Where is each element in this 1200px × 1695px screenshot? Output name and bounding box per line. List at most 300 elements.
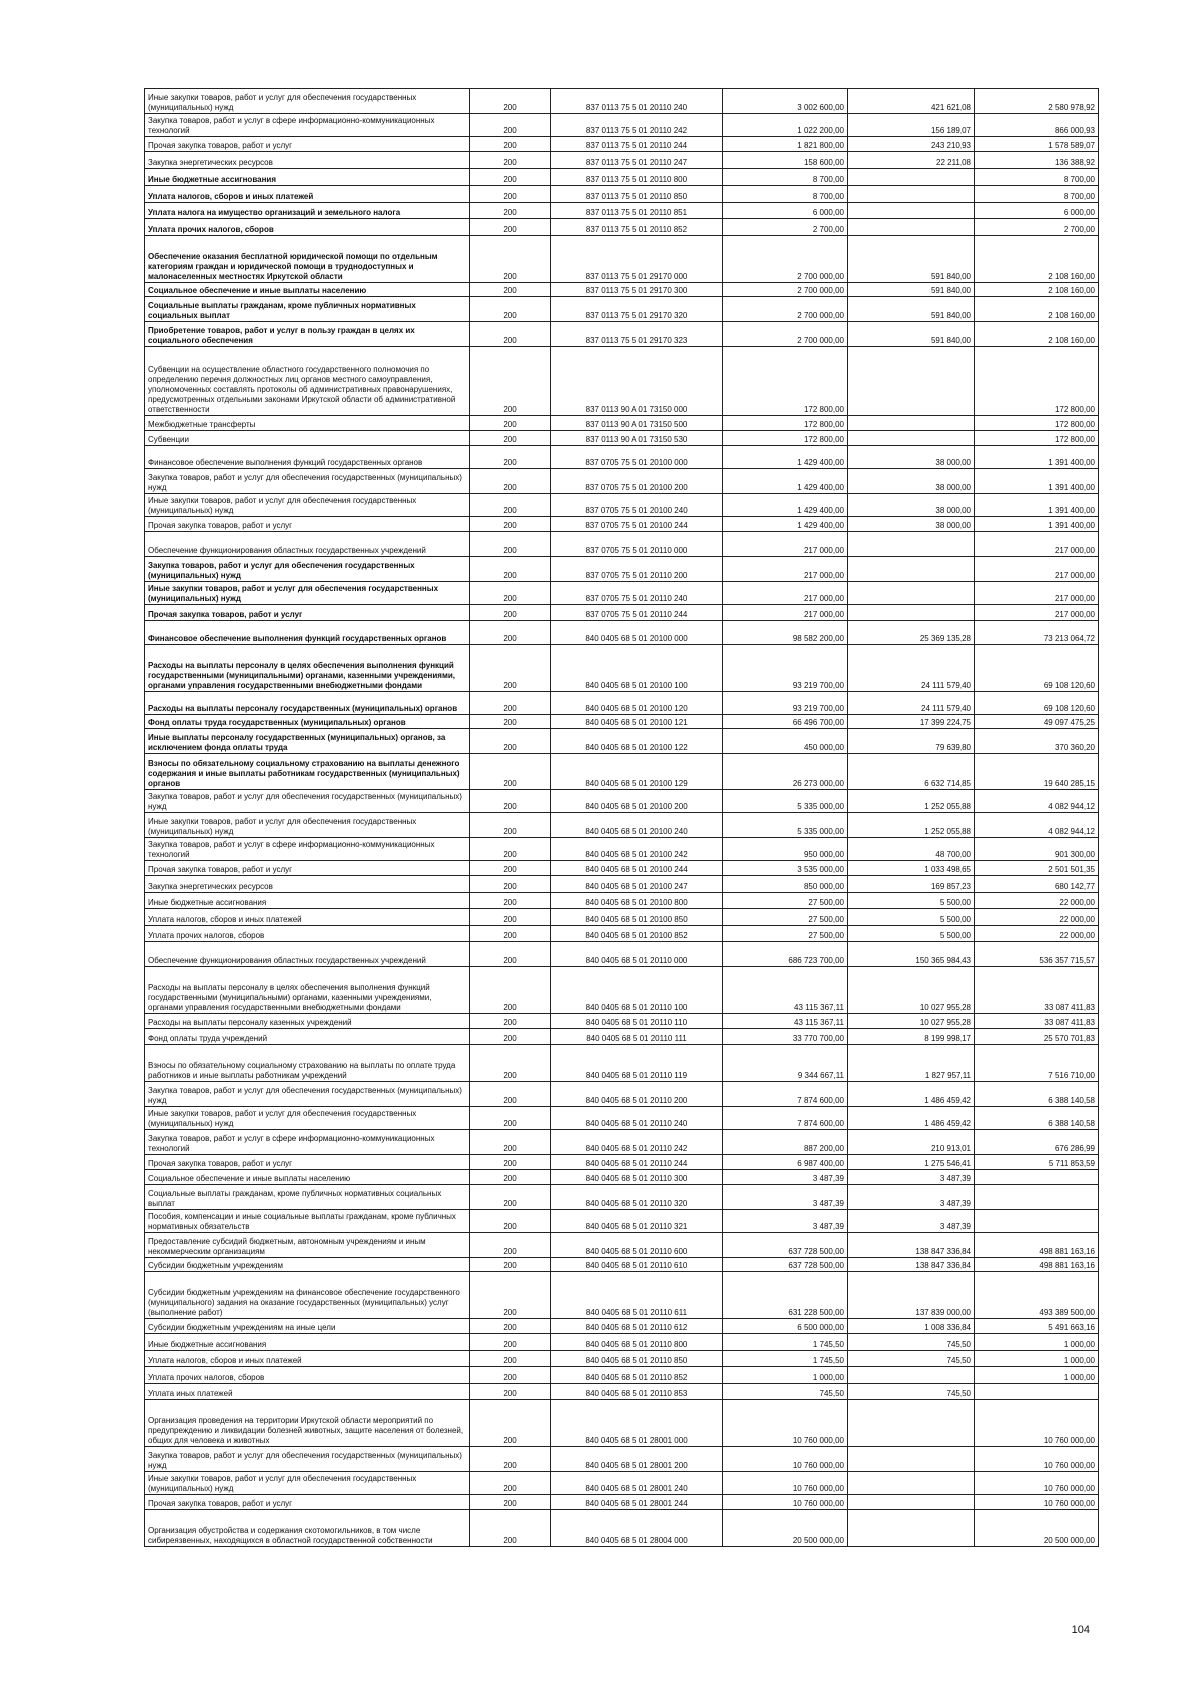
row-kbk-code: 840 0405 68 5 01 20110 800 [551, 1334, 723, 1351]
row-unexecuted-amount [975, 1384, 1099, 1400]
page-number: 104 [1071, 1624, 1090, 1636]
row-unexecuted-amount: 33 087 411,83 [975, 1014, 1099, 1029]
table-row [145, 582, 1099, 605]
table-row [145, 1014, 1099, 1029]
row-executed-amount: 3 487,39 [848, 1170, 975, 1185]
row-unexecuted-amount: 10 760 000,00 [975, 1400, 1099, 1447]
row-executed-amount: 38 000,00 [848, 446, 975, 469]
row-executed-amount: 745,50 [848, 1334, 975, 1351]
row-kbk-code: 840 0405 68 5 01 20100 850 [551, 909, 723, 926]
row-kbk-code: 840 0405 68 5 01 20110 610 [551, 1258, 723, 1272]
row-unexecuted-amount: 866 000,93 [975, 114, 1099, 137]
row-approved-amount: 686 723 700,00 [723, 942, 848, 967]
table-row [145, 605, 1099, 621]
row-approved-amount: 887 200,00 [723, 1130, 848, 1155]
row-code: 200 [470, 203, 551, 219]
row-executed-amount: 3 487,39 [848, 1210, 975, 1233]
row-approved-amount: 66 496 700,00 [723, 715, 848, 729]
row-kbk-code: 837 0113 75 5 01 29170 000 [551, 236, 723, 283]
row-name: Закупка товаров, работ и услуг для обеспечения государственных (муниципальных) нужд [145, 469, 470, 494]
row-executed-amount: 38 000,00 [848, 517, 975, 532]
row-name: Прочая закупка товаров, работ и услуг [145, 605, 470, 621]
row-name: Закупка товаров, работ и услуг в сфере информационно-коммуникационных технологий [145, 114, 470, 137]
row-approved-amount: 2 700 000,00 [723, 236, 848, 283]
row-approved-amount: 637 728 500,00 [723, 1258, 848, 1272]
row-code: 200 [470, 893, 551, 909]
row-approved-amount: 3 535 000,00 [723, 861, 848, 876]
row-name: Иные закупки товаров, работ и услуг для обеспечения государственных (муниципальных) нужд [145, 89, 470, 114]
row-executed-amount: 6 632 714,85 [848, 754, 975, 790]
row-kbk-code: 840 0405 68 5 01 20110 321 [551, 1210, 723, 1233]
row-kbk-code: 840 0405 68 5 01 20100 240 [551, 813, 723, 838]
row-unexecuted-amount: 498 881 163,16 [975, 1233, 1099, 1258]
row-unexecuted-amount: 2 108 160,00 [975, 322, 1099, 347]
row-code: 200 [470, 967, 551, 1014]
row-executed-amount [848, 186, 975, 203]
row-code: 200 [470, 1130, 551, 1155]
row-kbk-code: 837 0705 75 5 01 20100 200 [551, 469, 723, 494]
row-unexecuted-amount [975, 1210, 1099, 1233]
row-code: 200 [470, 715, 551, 729]
row-kbk-code: 837 0705 75 5 01 20100 000 [551, 446, 723, 469]
row-unexecuted-amount: 6 388 140,58 [975, 1082, 1099, 1107]
row-name: Финансовое обеспечение выполнения функций государственных органов [145, 621, 470, 645]
table-row [145, 1319, 1099, 1334]
row-executed-amount: 591 840,00 [848, 283, 975, 297]
row-name: Иные закупки товаров, работ и услуг для обеспечения государственных (муниципальных) нужд [145, 494, 470, 517]
row-code: 200 [470, 219, 551, 236]
table-row [145, 692, 1099, 715]
row-unexecuted-amount: 6 000,00 [975, 203, 1099, 219]
row-executed-amount: 1 033 498,65 [848, 861, 975, 876]
row-code: 200 [470, 1400, 551, 1447]
row-code: 200 [470, 297, 551, 322]
row-kbk-code: 840 0405 68 5 01 20100 247 [551, 876, 723, 893]
row-kbk-code: 837 0113 90 A 01 73150 500 [551, 416, 723, 431]
row-kbk-code: 837 0113 75 5 01 29170 320 [551, 297, 723, 322]
row-kbk-code: 840 0405 68 5 01 28004 000 [551, 1510, 723, 1547]
row-kbk-code: 840 0405 68 5 01 20100 122 [551, 729, 723, 754]
row-name: Приобретение товаров, работ и услуг в пользу граждан в целях их социального обеспечения [145, 322, 470, 347]
row-kbk-code: 840 0405 68 5 01 20100 200 [551, 790, 723, 813]
table-row [145, 186, 1099, 203]
row-executed-amount: 1 275 546,41 [848, 1155, 975, 1170]
row-unexecuted-amount [975, 1185, 1099, 1210]
row-approved-amount: 172 800,00 [723, 416, 848, 431]
row-name: Закупка энергетических ресурсов [145, 876, 470, 893]
row-unexecuted-amount: 7 516 710,00 [975, 1045, 1099, 1082]
row-code: 200 [470, 813, 551, 838]
row-kbk-code: 837 0705 75 5 01 20110 240 [551, 582, 723, 605]
row-unexecuted-amount: 2 700,00 [975, 219, 1099, 236]
row-unexecuted-amount: 6 388 140,58 [975, 1107, 1099, 1130]
row-code: 200 [470, 1170, 551, 1185]
row-unexecuted-amount: 25 570 701,83 [975, 1029, 1099, 1045]
row-code: 200 [470, 1319, 551, 1334]
table-row [145, 152, 1099, 169]
row-name: Фонд оплаты труда учреждений [145, 1029, 470, 1045]
row-name: Закупка товаров, работ и услуг в сфере информационно-коммуникационных технологий [145, 838, 470, 861]
row-kbk-code: 837 0705 75 5 01 20110 244 [551, 605, 723, 621]
table-row [145, 203, 1099, 219]
row-name: Уплата иных платежей [145, 1384, 470, 1400]
row-executed-amount: 591 840,00 [848, 297, 975, 322]
row-executed-amount: 745,50 [848, 1384, 975, 1400]
row-kbk-code: 840 0405 68 5 01 20110 200 [551, 1082, 723, 1107]
row-approved-amount: 7 874 600,00 [723, 1082, 848, 1107]
table-row [145, 1472, 1099, 1495]
row-code: 200 [470, 1107, 551, 1130]
row-approved-amount: 1 429 400,00 [723, 469, 848, 494]
row-unexecuted-amount: 217 000,00 [975, 532, 1099, 557]
row-kbk-code: 840 0405 68 5 01 20110 119 [551, 1045, 723, 1082]
row-kbk-code: 840 0405 68 5 01 20110 600 [551, 1233, 723, 1258]
row-unexecuted-amount: 493 389 500,00 [975, 1272, 1099, 1319]
row-code: 200 [470, 236, 551, 283]
row-code: 200 [470, 1233, 551, 1258]
row-name: Уплата прочих налогов, сборов [145, 926, 470, 942]
row-unexecuted-amount: 1 391 400,00 [975, 446, 1099, 469]
row-name: Социальные выплаты гражданам, кроме публичных нормативных социальных выплат [145, 297, 470, 322]
row-approved-amount: 6 500 000,00 [723, 1319, 848, 1334]
row-unexecuted-amount: 2 108 160,00 [975, 283, 1099, 297]
row-executed-amount [848, 582, 975, 605]
row-executed-amount [848, 169, 975, 186]
row-kbk-code: 840 0405 68 5 01 20110 000 [551, 942, 723, 967]
row-kbk-code: 837 0113 75 5 01 29170 323 [551, 322, 723, 347]
row-name: Иные выплаты персоналу государственных (муниципальных) органов, за исключением фонда оплаты труда [145, 729, 470, 754]
row-code: 200 [470, 861, 551, 876]
row-executed-amount: 3 487,39 [848, 1185, 975, 1210]
row-code: 200 [470, 1334, 551, 1351]
table-row [145, 926, 1099, 942]
row-code: 200 [470, 790, 551, 813]
row-name: Уплата прочих налогов, сборов [145, 1367, 470, 1384]
row-executed-amount: 24 111 579,40 [848, 692, 975, 715]
row-name: Уплата налогов, сборов и иных платежей [145, 909, 470, 926]
table-row [145, 861, 1099, 876]
row-executed-amount [848, 605, 975, 621]
row-kbk-code: 840 0405 68 5 01 20100 852 [551, 926, 723, 942]
row-name: Субсидии бюджетным учреждениям на финансовое обеспечение государственного (муниципального) задания на оказание государственных (муниципальных) услуг (выполнение работ) [145, 1272, 470, 1319]
table-row [145, 219, 1099, 236]
row-name: Организация обустройства и содержания скотомогильников, в том числе сибиреязвенных, находящихся в областной государственной собственности [145, 1510, 470, 1547]
row-kbk-code: 840 0405 68 5 01 20110 110 [551, 1014, 723, 1029]
row-code: 200 [470, 876, 551, 893]
row-executed-amount: 5 500,00 [848, 893, 975, 909]
table-row [145, 1400, 1099, 1447]
row-kbk-code: 837 0113 75 5 01 20110 240 [551, 89, 723, 114]
row-executed-amount: 243 210,93 [848, 137, 975, 152]
row-kbk-code: 840 0405 68 5 01 20100 120 [551, 692, 723, 715]
row-approved-amount: 1 429 400,00 [723, 494, 848, 517]
row-name: Предоставление субсидий бюджетным, автономным учреждениям и иным некоммерческим организациям [145, 1233, 470, 1258]
row-code: 200 [470, 1029, 551, 1045]
row-approved-amount: 2 700 000,00 [723, 297, 848, 322]
row-name: Субсидии бюджетным учреждениям [145, 1258, 470, 1272]
row-code: 200 [470, 186, 551, 203]
row-kbk-code: 837 0113 75 5 01 29170 300 [551, 283, 723, 297]
row-executed-amount: 169 857,23 [848, 876, 975, 893]
table-row [145, 715, 1099, 729]
row-name: Прочая закупка товаров, работ и услуг [145, 1495, 470, 1510]
row-approved-amount: 10 760 000,00 [723, 1447, 848, 1472]
row-name: Закупка товаров, работ и услуг для обеспечения государственных (муниципальных) нужд [145, 557, 470, 582]
row-executed-amount: 591 840,00 [848, 322, 975, 347]
row-name: Обеспечение функционирования областных государственных учреждений [145, 532, 470, 557]
row-kbk-code: 840 0405 68 5 01 20110 850 [551, 1351, 723, 1367]
row-approved-amount: 43 115 367,11 [723, 1014, 848, 1029]
row-executed-amount [848, 557, 975, 582]
row-kbk-code: 840 0405 68 5 01 20110 240 [551, 1107, 723, 1130]
table-row [145, 1495, 1099, 1510]
row-name: Уплата налогов, сборов и иных платежей [145, 186, 470, 203]
row-unexecuted-amount: 1 391 400,00 [975, 517, 1099, 532]
row-kbk-code: 837 0113 75 5 01 20110 242 [551, 114, 723, 137]
row-name: Взносы по обязательному социальному страхованию на выплаты по оплате труда работников и иные выплаты работникам учреждений [145, 1045, 470, 1082]
table-row [145, 893, 1099, 909]
row-approved-amount: 1 745,50 [723, 1334, 848, 1351]
row-approved-amount: 1 000,00 [723, 1367, 848, 1384]
row-approved-amount: 10 760 000,00 [723, 1472, 848, 1495]
row-code: 200 [470, 416, 551, 431]
row-name: Уплата налога на имущество организаций и земельного налога [145, 203, 470, 219]
row-approved-amount: 3 002 600,00 [723, 89, 848, 114]
table-row [145, 297, 1099, 322]
row-code: 200 [470, 909, 551, 926]
row-name: Иные бюджетные ассигнования [145, 893, 470, 909]
row-unexecuted-amount: 4 082 944,12 [975, 813, 1099, 838]
row-code: 200 [470, 517, 551, 532]
row-unexecuted-amount: 19 640 285,15 [975, 754, 1099, 790]
row-kbk-code: 837 0705 75 5 01 20110 000 [551, 532, 723, 557]
row-executed-amount: 10 027 955,28 [848, 967, 975, 1014]
row-unexecuted-amount: 2 501 501,35 [975, 861, 1099, 876]
row-code: 200 [470, 137, 551, 152]
row-unexecuted-amount: 8 700,00 [975, 186, 1099, 203]
table-row [145, 967, 1099, 1014]
row-unexecuted-amount: 10 760 000,00 [975, 1472, 1099, 1495]
table-row [145, 790, 1099, 813]
row-kbk-code: 837 0113 75 5 01 20110 852 [551, 219, 723, 236]
row-executed-amount: 1 008 336,84 [848, 1319, 975, 1334]
row-name: Организация проведения на территории Иркутской области мероприятий по предупреждению и ликвидации болезней животных, защите населения от болезней, общих для человека и животных [145, 1400, 470, 1447]
row-unexecuted-amount: 676 286,99 [975, 1130, 1099, 1155]
row-name: Расходы на выплаты персоналу государственных (муниципальных) органов [145, 692, 470, 715]
row-name: Финансовое обеспечение выполнения функций государственных органов [145, 446, 470, 469]
row-unexecuted-amount: 1 000,00 [975, 1351, 1099, 1367]
row-unexecuted-amount: 1 000,00 [975, 1367, 1099, 1384]
table-row [145, 942, 1099, 967]
row-executed-amount: 17 399 224,75 [848, 715, 975, 729]
row-approved-amount: 172 800,00 [723, 431, 848, 446]
table-row [145, 645, 1099, 692]
row-unexecuted-amount: 2 108 160,00 [975, 236, 1099, 283]
row-kbk-code: 837 0705 75 5 01 20100 240 [551, 494, 723, 517]
row-code: 200 [470, 1210, 551, 1233]
row-kbk-code: 837 0113 90 A 01 73150 530 [551, 431, 723, 446]
row-code: 200 [470, 1510, 551, 1547]
row-approved-amount: 8 700,00 [723, 186, 848, 203]
row-kbk-code: 840 0405 68 5 01 20100 800 [551, 893, 723, 909]
row-unexecuted-amount: 4 082 944,12 [975, 790, 1099, 813]
row-unexecuted-amount: 1 391 400,00 [975, 494, 1099, 517]
row-approved-amount: 217 000,00 [723, 605, 848, 621]
row-code: 200 [470, 1367, 551, 1384]
row-unexecuted-amount: 10 760 000,00 [975, 1495, 1099, 1510]
row-unexecuted-amount: 136 388,92 [975, 152, 1099, 169]
row-name: Пособия, компенсации и иные социальные выплаты гражданам, кроме публичных нормативных обязательств [145, 1210, 470, 1233]
row-unexecuted-amount: 680 142,77 [975, 876, 1099, 893]
row-name: Социальное обеспечение и иные выплаты населению [145, 283, 470, 297]
row-unexecuted-amount: 2 108 160,00 [975, 297, 1099, 322]
row-name: Закупка товаров, работ и услуг для обеспечения государственных (муниципальных) нужд [145, 1447, 470, 1472]
row-executed-amount [848, 203, 975, 219]
table-row [145, 1510, 1099, 1547]
row-approved-amount: 3 487,39 [723, 1170, 848, 1185]
row-kbk-code: 840 0405 68 5 01 20110 611 [551, 1272, 723, 1319]
row-name: Расходы на выплаты персоналу в целях обеспечения выполнения функций государственными (муниципальными) органами, казенными учреждениями, органами управления государственными внебюджетными фондами [145, 645, 470, 692]
row-executed-amount [848, 1400, 975, 1447]
row-executed-amount [848, 532, 975, 557]
row-code: 200 [470, 942, 551, 967]
table-row [145, 469, 1099, 494]
row-approved-amount: 27 500,00 [723, 909, 848, 926]
table-row [145, 621, 1099, 645]
table-row [145, 322, 1099, 347]
row-approved-amount: 6 987 400,00 [723, 1155, 848, 1170]
row-unexecuted-amount: 901 300,00 [975, 838, 1099, 861]
row-code: 200 [470, 114, 551, 137]
table-row [145, 1258, 1099, 1272]
row-approved-amount: 2 700 000,00 [723, 322, 848, 347]
row-executed-amount: 24 111 579,40 [848, 645, 975, 692]
row-unexecuted-amount: 1 578 589,07 [975, 137, 1099, 152]
row-name: Уплата прочих налогов, сборов [145, 219, 470, 236]
row-code: 200 [470, 1155, 551, 1170]
row-unexecuted-amount: 73 213 064,72 [975, 621, 1099, 645]
row-unexecuted-amount: 172 800,00 [975, 416, 1099, 431]
row-approved-amount: 93 219 700,00 [723, 692, 848, 715]
row-executed-amount: 1 827 957,11 [848, 1045, 975, 1082]
row-approved-amount: 7 874 600,00 [723, 1107, 848, 1130]
row-approved-amount: 637 728 500,00 [723, 1233, 848, 1258]
row-name: Прочая закупка товаров, работ и услуг [145, 1155, 470, 1170]
row-kbk-code: 840 0405 68 5 01 20110 612 [551, 1319, 723, 1334]
row-approved-amount: 10 760 000,00 [723, 1495, 848, 1510]
table-row [145, 813, 1099, 838]
row-code: 200 [470, 1495, 551, 1510]
row-approved-amount: 850 000,00 [723, 876, 848, 893]
row-kbk-code: 840 0405 68 5 01 20110 100 [551, 967, 723, 1014]
table-row [145, 1334, 1099, 1351]
row-name: Закупка товаров, работ и услуг для обеспечения государственных (муниципальных) нужд [145, 1082, 470, 1107]
row-executed-amount: 5 500,00 [848, 909, 975, 926]
row-unexecuted-amount: 69 108 120,60 [975, 645, 1099, 692]
row-approved-amount: 2 700,00 [723, 219, 848, 236]
row-code: 200 [470, 621, 551, 645]
row-unexecuted-amount: 1 391 400,00 [975, 469, 1099, 494]
row-kbk-code: 840 0405 68 5 01 20100 242 [551, 838, 723, 861]
row-kbk-code: 840 0405 68 5 01 20100 244 [551, 861, 723, 876]
row-unexecuted-amount: 8 700,00 [975, 169, 1099, 186]
row-executed-amount: 745,50 [848, 1351, 975, 1367]
row-approved-amount: 450 000,00 [723, 729, 848, 754]
table-row [145, 909, 1099, 926]
table-row [145, 1233, 1099, 1258]
row-executed-amount: 156 189,07 [848, 114, 975, 137]
row-approved-amount: 98 582 200,00 [723, 621, 848, 645]
row-executed-amount: 10 027 955,28 [848, 1014, 975, 1029]
row-name: Расходы на выплаты персоналу в целях обеспечения выполнения функций государственными (муниципальными) органами, казенными учреждениями, органами управления государственными внебюджетными фондами [145, 967, 470, 1014]
row-executed-amount: 38 000,00 [848, 469, 975, 494]
row-code: 200 [470, 645, 551, 692]
row-code: 200 [470, 1014, 551, 1029]
row-approved-amount: 3 487,39 [723, 1210, 848, 1233]
row-name: Иные бюджетные ассигнования [145, 169, 470, 186]
row-approved-amount: 8 700,00 [723, 169, 848, 186]
table-row [145, 1082, 1099, 1107]
row-name: Закупка товаров, работ и услуг в сфере информационно-коммуникационных технологий [145, 1130, 470, 1155]
row-name: Взносы по обязательному социальному страхованию на выплаты денежного содержания и иные выплаты работникам государственных (муниципальных) органов [145, 754, 470, 790]
row-kbk-code: 840 0405 68 5 01 20110 852 [551, 1367, 723, 1384]
row-unexecuted-amount: 5 491 663,16 [975, 1319, 1099, 1334]
table-row [145, 838, 1099, 861]
row-code: 200 [470, 926, 551, 942]
row-name: Уплата налогов, сборов и иных платежей [145, 1351, 470, 1367]
row-kbk-code: 840 0405 68 5 01 20110 244 [551, 1155, 723, 1170]
table-row [145, 494, 1099, 517]
row-executed-amount: 1 486 459,42 [848, 1082, 975, 1107]
row-code: 200 [470, 283, 551, 297]
row-code: 200 [470, 692, 551, 715]
row-code: 200 [470, 1258, 551, 1272]
table-row [145, 446, 1099, 469]
row-approved-amount: 172 800,00 [723, 347, 848, 416]
row-approved-amount: 26 273 000,00 [723, 754, 848, 790]
row-kbk-code: 840 0405 68 5 01 20110 300 [551, 1170, 723, 1185]
table-row [145, 89, 1099, 114]
table-row [145, 283, 1099, 297]
row-approved-amount: 217 000,00 [723, 582, 848, 605]
row-code: 200 [470, 1384, 551, 1400]
row-code: 200 [470, 322, 551, 347]
row-unexecuted-amount: 217 000,00 [975, 605, 1099, 621]
row-approved-amount: 1 745,50 [723, 1351, 848, 1367]
row-kbk-code: 837 0113 75 5 01 20110 850 [551, 186, 723, 203]
row-name: Субвенции [145, 431, 470, 446]
row-code: 200 [470, 494, 551, 517]
row-code: 200 [470, 1045, 551, 1082]
row-kbk-code: 840 0405 68 5 01 20110 242 [551, 1130, 723, 1155]
row-executed-amount: 421 621,08 [848, 89, 975, 114]
row-unexecuted-amount: 49 097 475,25 [975, 715, 1099, 729]
table-row [145, 1210, 1099, 1233]
row-executed-amount: 48 700,00 [848, 838, 975, 861]
row-unexecuted-amount: 1 000,00 [975, 1334, 1099, 1351]
row-code: 200 [470, 152, 551, 169]
row-name: Фонд оплаты труда государственных (муниципальных) органов [145, 715, 470, 729]
row-code: 200 [470, 89, 551, 114]
row-code: 200 [470, 582, 551, 605]
row-unexecuted-amount: 22 000,00 [975, 926, 1099, 942]
row-code: 200 [470, 1447, 551, 1472]
row-code: 200 [470, 838, 551, 861]
table-row [145, 1447, 1099, 1472]
row-code: 200 [470, 754, 551, 790]
table-row [145, 1155, 1099, 1170]
row-executed-amount: 137 839 000,00 [848, 1272, 975, 1319]
